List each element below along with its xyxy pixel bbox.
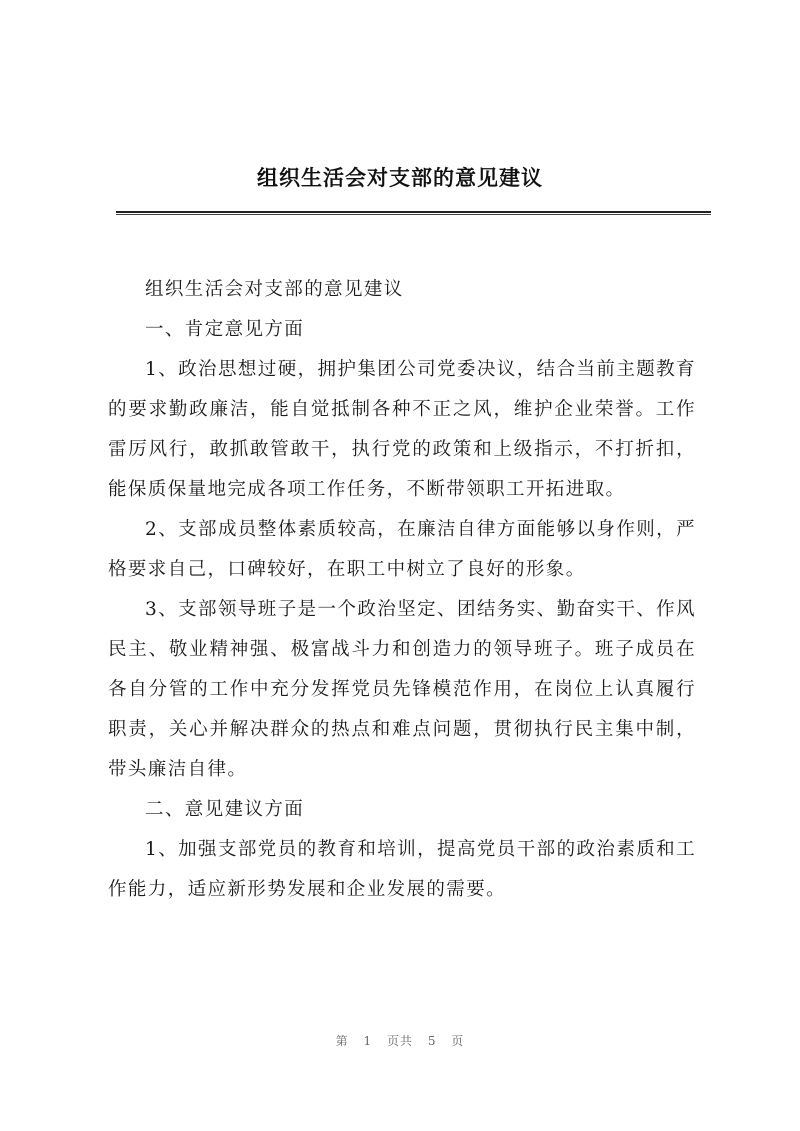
page-footer <box>0 1032 800 1049</box>
title-divider <box>116 211 711 213</box>
body-paragraph: 1、政治思想过硬，拥护集团公司党委决议，结合当前主题教育的要求勤政廉洁，能自觉抵制各种不正之风，维护企业荣誉。工作雷厉风行，敢抓敢管敢干，执行党的政策和上级指示，不打折扣，能保质保量地完成各项工作任务，不断带领职工开拓进取。 <box>108 359 696 500</box>
title-divider-thin <box>116 214 711 215</box>
footer-label-end: 页 <box>451 1034 465 1048</box>
section-heading-affirmation: 一、肯定意见方面 <box>145 319 305 340</box>
document-body <box>108 270 696 910</box>
body-paragraph: 3、支部领导班子是一个政治坚定、团结务实、勤奋实干、作风民主、敬业精神强、极富战斗力和创造力的领导班子。班子成员在各自分管的工作中充分发挥党员先锋模范作用，在岗位上认真履行职责，关心并解决群众的热点和难点问题，贯彻执行民主集中制，带头廉洁自律。 <box>108 599 696 780</box>
footer-total-pages: 5 <box>427 1034 437 1048</box>
body-paragraph: 1、加强支部党员的教育和培训，提高党员干部的政治素质和工作能力，适应新形势发展和企业发展的需要。 <box>108 839 696 900</box>
body-paragraph-heading: 组织生活会对支部的意见建议 <box>145 279 404 300</box>
footer-current-page: 1 <box>363 1034 373 1048</box>
footer-label-page: 第 <box>335 1034 349 1048</box>
section-heading-suggestions: 二、意见建议方面 <box>145 799 305 820</box>
footer-label-of: 页共 <box>386 1034 413 1048</box>
body-paragraph: 2、支部成员整体素质较高，在廉洁自律方面能够以身作则，严格要求自己，口碑较好，在职工中树立了良好的形象。 <box>108 519 696 580</box>
document-title: 组织生活会对支部的意见建议 <box>257 166 543 190</box>
